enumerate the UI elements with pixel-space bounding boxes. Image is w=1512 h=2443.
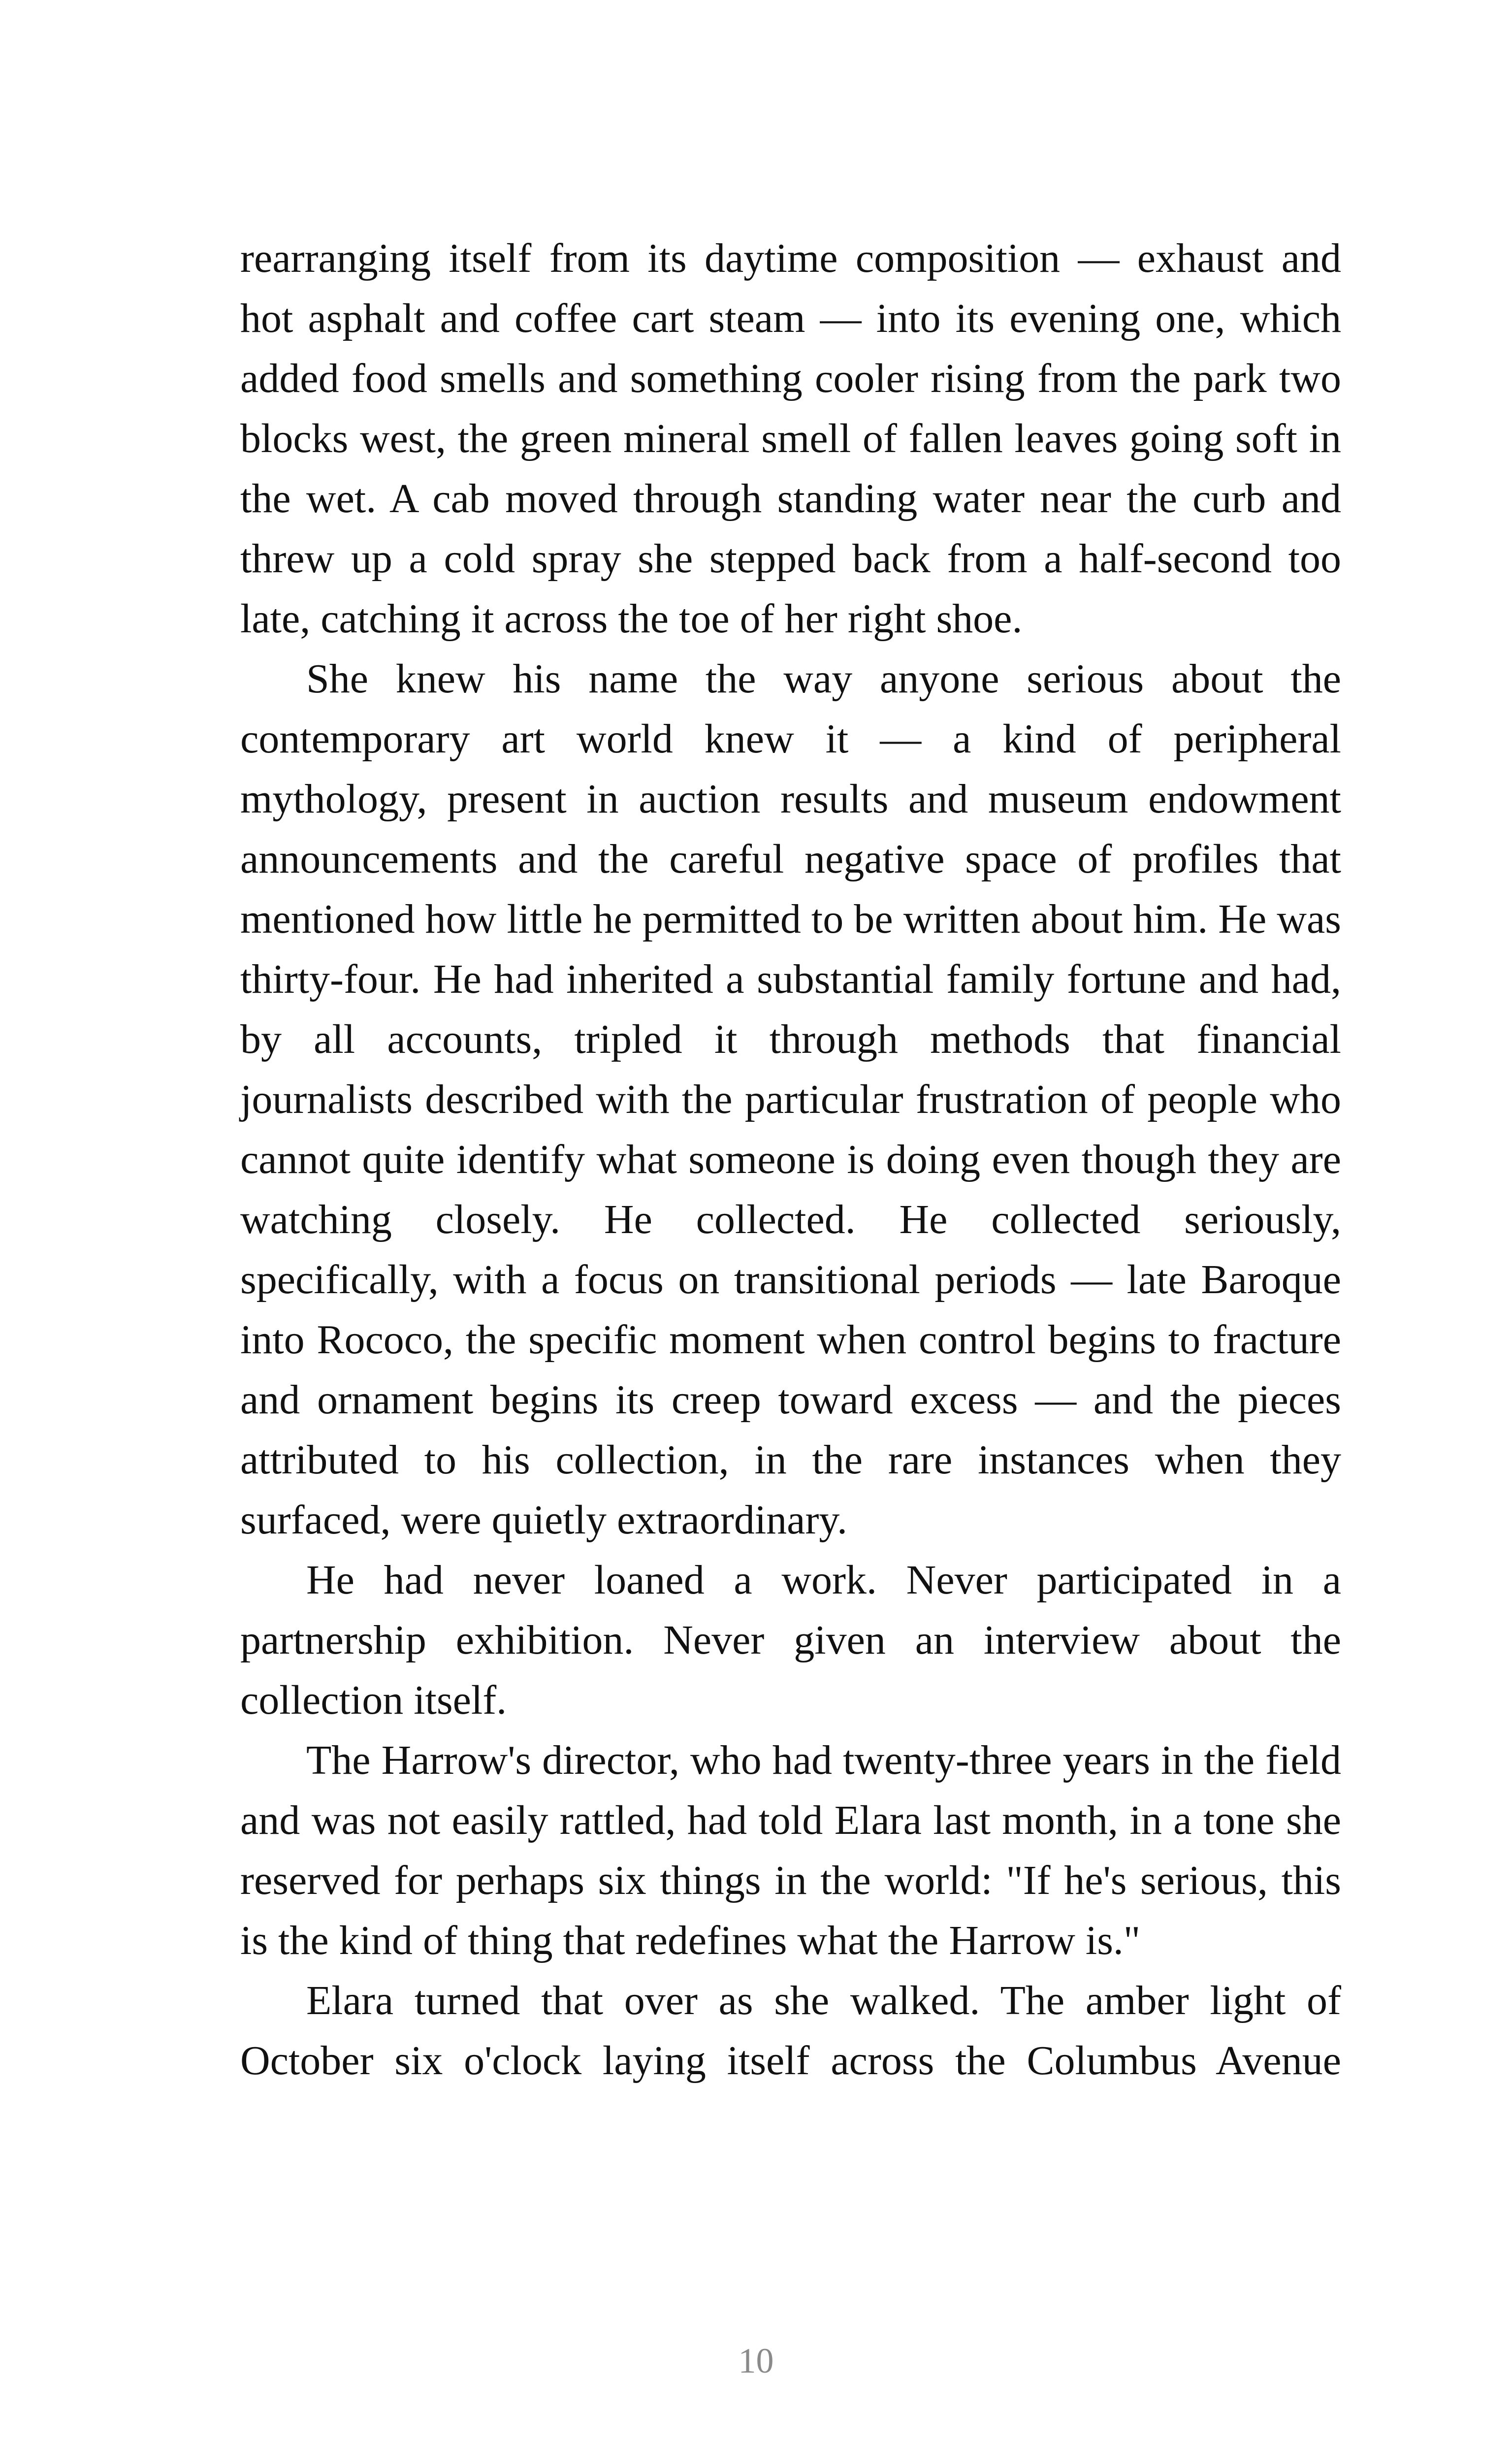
body-text bbox=[240, 228, 1341, 2091]
paragraph-2: She knew his name the way anyone serious about the contemporary art world knew it — a kind of peripheral mythology, present in auction results and museum endowment announcements and the careful negative space of profiles that mentioned how little he permitted to be written about him. He was thirty-four. He had inherited a substantial family fortune and had, by all accounts, tripled it through methods that financial journalists described with the particular frustration of people who cannot quite identify what someone is doing even though they are watching closely. He collected. He collected seriously, specifically, with a focus on transitional periods — late Baroque into Rococo, the specific moment when control begins to fracture and ornament begins its creep toward excess — and the pieces attributed to his collection, in the rare instances when they surfaced, were quietly extraordinary. bbox=[240, 656, 1341, 1543]
paragraph-3: He had never loaned a work. Never participated in a partnership exhibition. Never given an interview about the collection itself. bbox=[240, 1557, 1341, 1723]
page-number: 10 bbox=[738, 2341, 774, 2380]
paragraph-5: Elara turned that over as she walked. The amber light of October six o'clock laying itself across the Columbus Avenue bbox=[240, 1978, 1341, 2084]
paragraph-1: rearranging itself from its daytime composition — exhaust and hot asphalt and coffee cart steam — into its evening one, which added food smells and something cooler rising from the park two blocks west, the green mineral smell of fallen leaves going soft in the wet. A cab moved through standing water near the curb and threw up a cold spray she stepped back from a half-second too late, catching it across the toe of her right shoe. bbox=[240, 235, 1341, 642]
paragraph-4: The Harrow's director, who had twenty-three years in the field and was not easily rattled, had told Elara last month, in a tone she reserved for perhaps six things in the world: "If he's serious, this is the kind of thing that redefines what the Harrow is." bbox=[240, 1737, 1341, 1963]
